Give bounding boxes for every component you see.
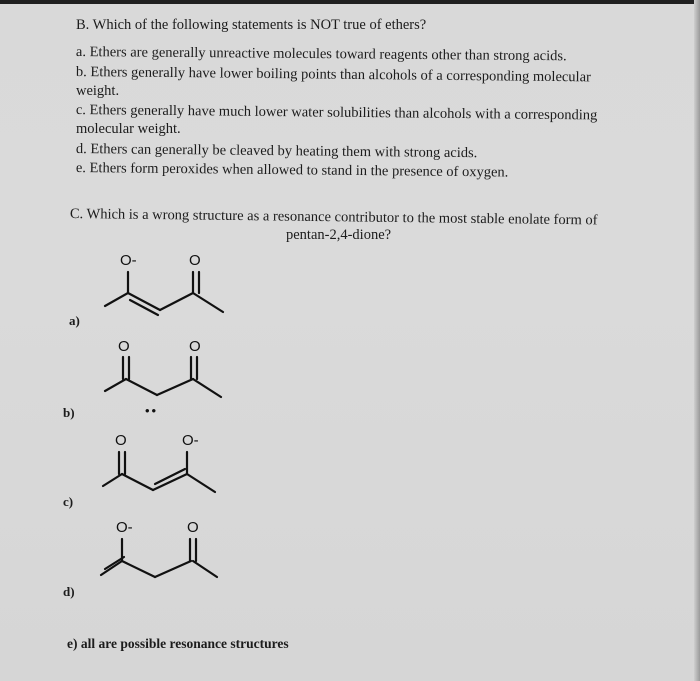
question-b-prompt: B. Which of the following statements is NOT true of ethers?: [76, 17, 427, 33]
question-b-option-c-continued: molecular weight.: [76, 121, 181, 137]
structure-b-label: b): [63, 405, 75, 420]
structure-d-left-oxygen: O-: [116, 519, 133, 536]
structure-b-left-oxygen: O: [118, 338, 130, 355]
question-b-option-b: b. Ethers generally have lower boiling points than alcohols of a corresponding molecular: [75, 64, 591, 86]
structure-b-lone-pair: ••: [145, 403, 159, 418]
structure-a-label: a): [69, 313, 80, 328]
option-e-all-possible: e) all are possible resonance structures: [67, 636, 289, 651]
structure-c-backbone-bond-1: [122, 474, 153, 490]
structure-c-enolate-diagram: [95, 428, 235, 508]
structure-d-methyl-bond-left: [101, 561, 122, 575]
photo-right-edge: [694, 0, 700, 681]
question-b-option-a: a. Ethers are generally unreactive molecules toward reagents other than strong acids.: [75, 44, 567, 65]
structure-b-carbanion-diagram: [95, 333, 235, 423]
structure-b-methyl-bond-right: [193, 379, 221, 397]
structure-b-backbone-bond-2: [157, 379, 193, 395]
structure-c-methyl-bond-right: [187, 474, 215, 492]
structure-b-methyl-bond-left: [105, 379, 126, 391]
structure-b-right-oxygen: O: [189, 338, 201, 355]
structure-d-right-oxygen: O: [187, 519, 199, 536]
structure-c-left-oxygen: O: [115, 432, 127, 449]
structure-d-backbone-bond-1: [122, 561, 155, 577]
structure-c-right-oxygen: O-: [182, 432, 199, 449]
structure-a-methyl-bond-left: [105, 293, 128, 306]
structure-d-label: d): [63, 584, 75, 599]
structure-a-methyl-bond-right: [193, 293, 223, 312]
structure-a-left-oxygen: O-: [120, 252, 137, 269]
structure-a-right-oxygen: O: [189, 252, 201, 269]
structure-d-backbone-bond-2: [155, 561, 191, 577]
structure-d-enolate-diagram: [95, 515, 235, 595]
structure-c-methyl-bond-left: [103, 474, 122, 486]
question-c-prompt-continued: pentan-2,4-dione?: [286, 227, 392, 243]
structure-d-methyl-bond-right: [193, 561, 217, 577]
question-c-prompt: C. Which is a wrong structure as a resonance contributor to the most stable enolate form of: [69, 206, 598, 229]
question-b-option-d: d. Ethers can generally be cleaved by heating them with strong acids.: [75, 141, 478, 162]
question-b-option-c: c. Ethers generally have much lower water solubilities than alcohols with a corresponding: [75, 102, 598, 124]
structure-b-backbone-bond-1: [126, 379, 157, 395]
structure-c-label: c): [63, 494, 74, 509]
structure-a-enolate-diagram: [95, 248, 235, 328]
photo-top-edge: [0, 0, 700, 4]
question-b-option-e: e. Ethers form peroxides when allowed to stand in the presence of oxygen.: [75, 160, 509, 181]
question-b-option-b-continued: weight.: [76, 83, 120, 99]
structure-a-backbone-bond-2: [160, 293, 193, 310]
